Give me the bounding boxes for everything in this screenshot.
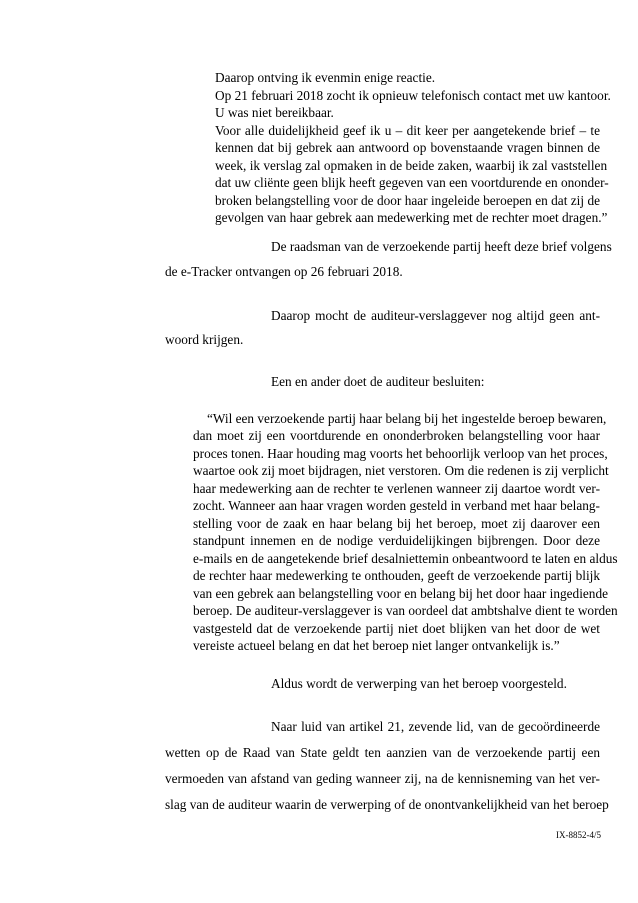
quote-2-line: beroep. De auditeur-verslaggever is van oordeel dat ambtshalve dient te worden xyxy=(193,603,618,618)
paragraph-line: Naar luid van artikel 21, zevende lid, van de gecoördineerde xyxy=(271,719,600,734)
paragraph-line: woord krijgen. xyxy=(165,332,244,347)
quote-2-line: van een gebrek aan belangstelling voor en belang bij het door haar ingediende xyxy=(193,586,609,601)
quote-2-line: vereiste actueel belang en dat het beroep niet langer ontvankelijk is.” xyxy=(193,638,560,653)
paragraph-line: vermoeden van afstand van geding wanneer zij, na de kennisneming van het ver- xyxy=(165,771,600,786)
quote-1-line: Voor alle duidelijkheid geef ik u – dit keer per aangetekende brief – te xyxy=(215,123,600,138)
paragraph-line: slag van de auditeur waarin de verwerping of de onontvankelijkheid van het beroep xyxy=(165,797,609,812)
quote-1-line: kennen dat bij gebrek aan antwoord op bovenstaande vragen binnen de xyxy=(215,140,600,155)
quote-2-line: e-mails en de aangetekende brief desalniettemin onbeantwoord te laten en aldus xyxy=(193,551,618,566)
paragraph-line: De raadsman van de verzoekende partij heeft deze brief volgens xyxy=(271,239,612,254)
paragraph-line: Een en ander doet de auditeur besluiten: xyxy=(271,374,485,389)
quote-1-line: gevolgen van haar gebrek aan medewerking met de rechter moet dragen.” xyxy=(215,210,608,225)
quote-1-line: dat uw cliënte geen blijk heeft gegeven van een voortdurende en ononder- xyxy=(215,175,609,190)
quote-2-line: vastgesteld dat de verzoekende partij niet doet blijken van het door de wet xyxy=(193,621,600,636)
paragraph-line: wetten op de Raad van State geldt ten aanzien van de verzoekende partij een xyxy=(165,745,600,760)
quote-1-line: Op 21 februari 2018 zocht ik opnieuw telefonisch contact met uw kantoor. xyxy=(215,88,611,103)
quote-2-line: standpunt innemen en de nodige verduidelijkingen bijbrengen. Door deze xyxy=(193,533,600,548)
quote-2-line: stelling voor de zaak en haar belang bij het beroep, moet zij daarover een xyxy=(193,516,600,531)
quote-1-line: week, ik verslag zal opmaken in de beide zaken, waarbij ik zal vaststellen xyxy=(215,158,608,173)
quote-1-line: broken belangstelling voor de door haar ingeleide beroepen en dat zij de xyxy=(215,193,600,208)
quote-2-line: de rechter haar medewerking te onthouden, geeft de verzoekende partij blijk xyxy=(193,568,600,583)
quote-1-line: Daarop ontving ik evenmin enige reactie. xyxy=(215,70,436,85)
quote-2-line: zocht. Wanneer aan haar vragen worden gesteld in verband met haar belang- xyxy=(193,498,600,513)
quote-2-line: proces tonen. Haar houding mag voorts het behoorlijk verloop van het proces, xyxy=(193,446,608,461)
quote-2-line: waartoe ook zij moet bijdragen, niet verstoren. Om die redenen is zij verplicht xyxy=(193,463,609,478)
quote-2-line: haar medewerking aan de rechter te verlenen wanneer zij daartoe wordt ver- xyxy=(193,481,600,496)
paragraph-line: de e-Tracker ontvangen op 26 februari 2018. xyxy=(165,264,403,279)
paragraph-line: Daarop mocht de auditeur-verslaggever nog altijd geen ant- xyxy=(271,308,600,323)
quote-2-line: “Wil een verzoekende partij haar belang bij het ingestelde beroep bewaren, xyxy=(207,411,607,426)
quote-1-line: U was niet bereikbaar. xyxy=(215,105,334,120)
paragraph-line: Aldus wordt de verwerping van het beroep voorgesteld. xyxy=(271,676,567,691)
quote-2-line: dan moet zij een voortdurende en ononderbroken belangstelling voor haar xyxy=(193,428,600,443)
page-reference: IX-8852-4/5 xyxy=(556,830,601,840)
